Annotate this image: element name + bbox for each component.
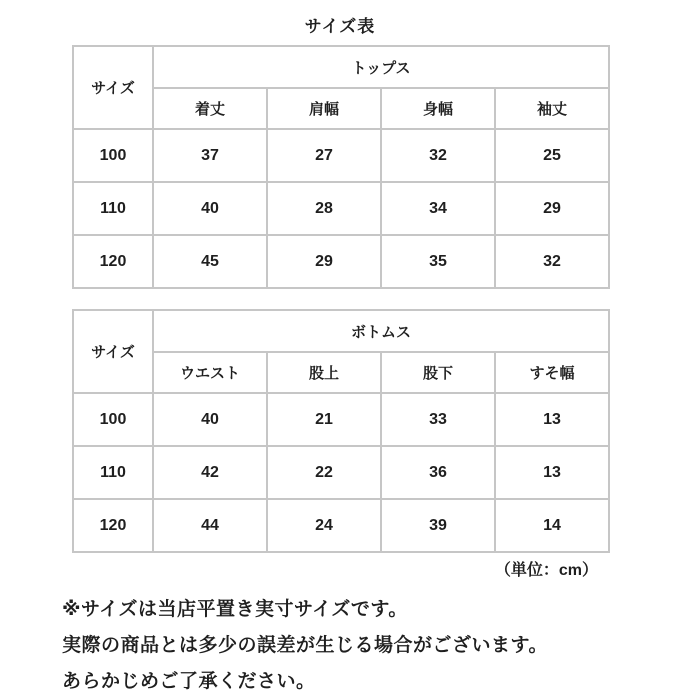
unit-note: （単位：cm）	[494, 562, 598, 579]
value-cell: 39	[381, 499, 495, 552]
column-header: すそ幅	[495, 352, 609, 393]
table-row	[73, 235, 609, 288]
size-table-tops	[72, 45, 610, 289]
value-cell: 14	[495, 499, 609, 552]
footnote-line: 実際の商品とは多少の誤差が生じる場合がございます。	[62, 635, 548, 656]
size-cell: 100	[73, 393, 153, 446]
value-cell: 24	[267, 499, 381, 552]
value-cell: 27	[267, 129, 381, 182]
table-row	[73, 446, 609, 499]
column-header: 着丈	[153, 88, 267, 129]
column-header: ウエスト	[153, 352, 267, 393]
table-row	[73, 499, 609, 552]
value-cell: 42	[153, 446, 267, 499]
size-cell: 100	[73, 129, 153, 182]
size-table-bottoms	[72, 309, 610, 553]
value-cell: 33	[381, 393, 495, 446]
column-header: 肩幅	[267, 88, 381, 129]
value-cell: 13	[495, 446, 609, 499]
column-header: 股上	[267, 352, 381, 393]
size-cell: 110	[73, 182, 153, 235]
table-row	[73, 393, 609, 446]
size-cell: 110	[73, 446, 153, 499]
footnote-line: ※サイズは当店平置き実寸サイズです。	[62, 599, 408, 620]
table-row	[73, 46, 609, 88]
value-cell: 13	[495, 393, 609, 446]
value-cell: 40	[153, 182, 267, 235]
size-cell: 120	[73, 235, 153, 288]
value-cell: 32	[381, 129, 495, 182]
value-cell: 29	[267, 235, 381, 288]
value-cell: 32	[495, 235, 609, 288]
size-cell: 120	[73, 499, 153, 552]
corner-header: サイズ	[73, 46, 153, 129]
value-cell: 44	[153, 499, 267, 552]
group-header: ボトムス	[153, 310, 609, 352]
corner-header: サイズ	[73, 310, 153, 393]
table-row	[73, 88, 609, 129]
value-cell: 25	[495, 129, 609, 182]
table-row	[73, 182, 609, 235]
value-cell: 29	[495, 182, 609, 235]
column-header: 身幅	[381, 88, 495, 129]
value-cell: 35	[381, 235, 495, 288]
footnote	[62, 592, 700, 700]
value-cell: 40	[153, 393, 267, 446]
group-header: トップス	[153, 46, 609, 88]
page-title: サイズ表	[304, 17, 376, 36]
value-cell: 34	[381, 182, 495, 235]
value-cell: 37	[153, 129, 267, 182]
value-cell: 21	[267, 393, 381, 446]
value-cell: 45	[153, 235, 267, 288]
table-row	[73, 352, 609, 393]
value-cell: 22	[267, 446, 381, 499]
column-header: 股下	[381, 352, 495, 393]
table-row	[73, 129, 609, 182]
value-cell: 36	[381, 446, 495, 499]
value-cell: 28	[267, 182, 381, 235]
table-row	[73, 310, 609, 352]
column-header: 袖丈	[495, 88, 609, 129]
footnote-line: あらかじめご了承ください。	[62, 671, 316, 692]
